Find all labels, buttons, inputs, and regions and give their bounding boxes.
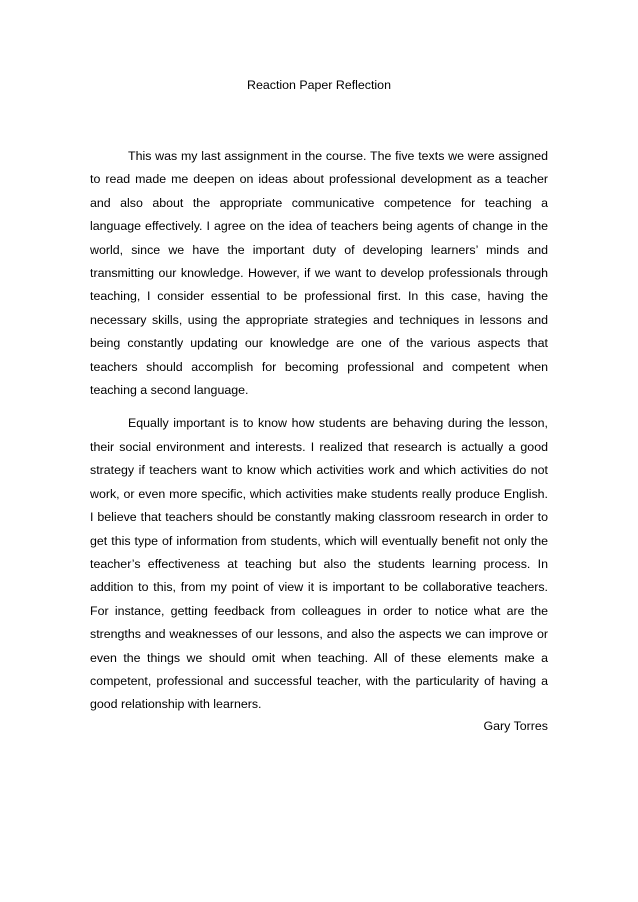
document-body	[90, 145, 548, 717]
document-title: Reaction Paper Reflection	[247, 78, 391, 92]
paragraph-1: This was my last assignment in the course. The five texts we were assigned to read made me deepen on ideas about professional development as a teacher and also about the appropriate communicative competence for teaching a language effectively. I agree on the idea of teachers being agents of change in the world, since we have the important duty of developing learners’ minds and transmitting our knowledge. However, if we want to develop professionals through teaching, I consider essential to be professional first. In this case, having the necessary skills, using the appropriate strategies and techniques in lessons and being constantly updating our knowledge are one of the various aspects that teachers should accomplish for becoming professional and competent when teaching a second language.	[90, 149, 548, 398]
paragraph-2: Equally important is to know how students are behaving during the lesson, their social environment and interests. I realized that research is actually a good strategy if teachers want to know which activities work and which activities do not work, or even more specific, which activities make students really produce English. I believe that teachers should be constantly making classroom research in order to get this type of information from students, which will eventually benefit not only the teacher’s effectiveness at teaching but also the students learning process. In addition to this, from my point of view it is important to be collaborative teachers. For instance, getting feedback from colleagues in order to notice what are the strengths and weaknesses of our lessons, and also the aspects we can improve or even the things we should omit when teaching. All of these elements make a competent, professional and successful teacher, with the particularity of having a good relationship with learners.	[90, 416, 548, 712]
author-signature: Gary Torres	[483, 719, 548, 733]
